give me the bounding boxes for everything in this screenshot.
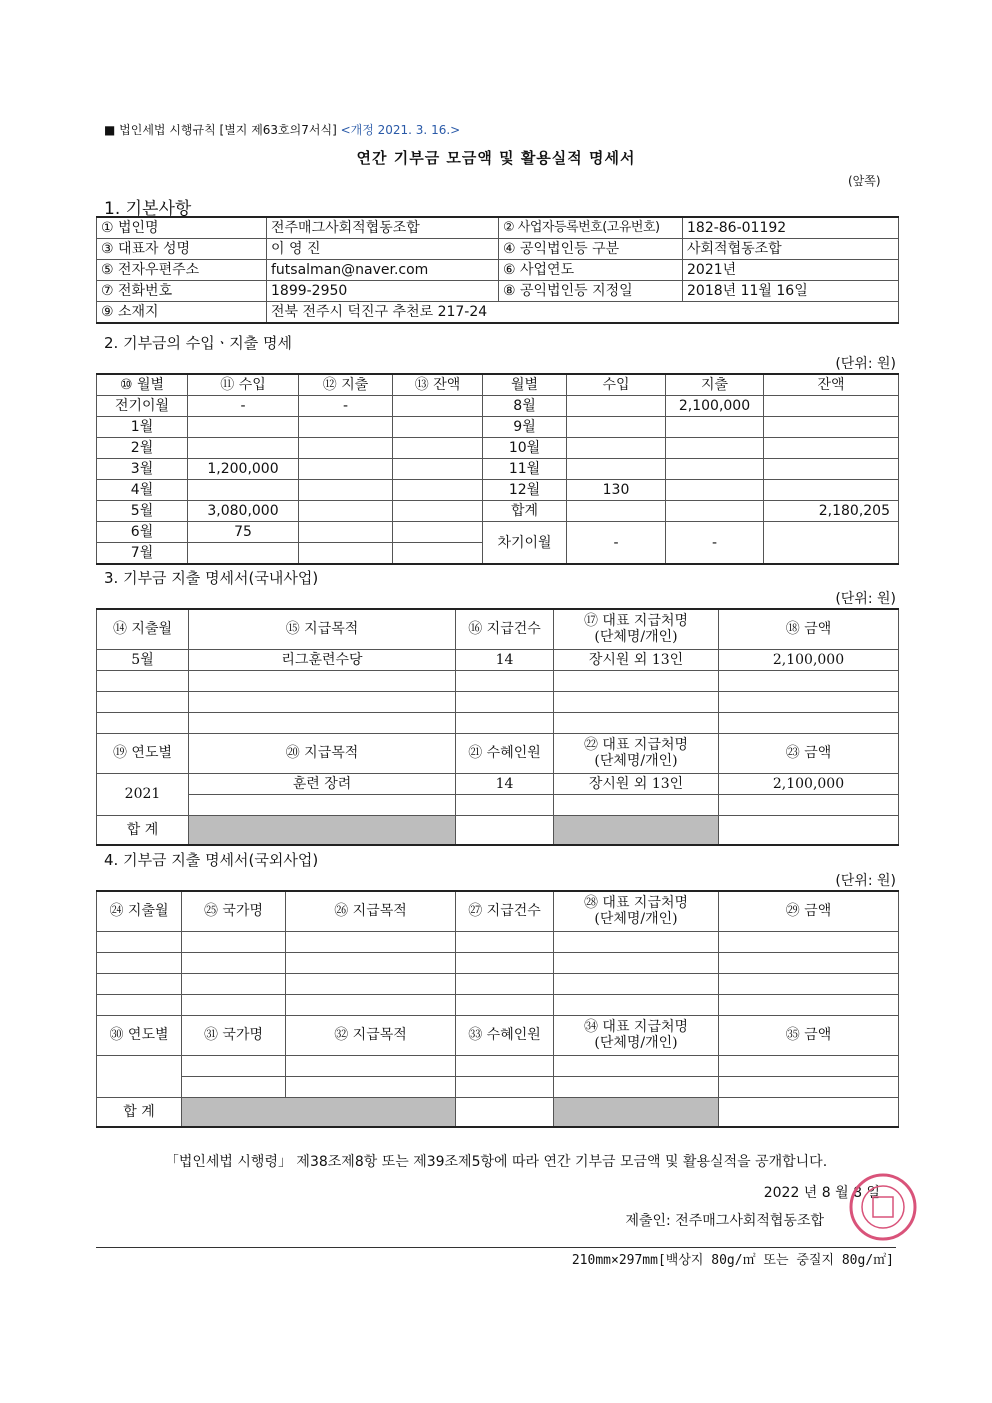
expense-cell: [666, 480, 764, 501]
balance-cell: [393, 417, 483, 438]
header-line: ㉘ 대표 지급처명: [583, 895, 689, 912]
section-2-heading: 2. 기부금의 수입ㆍ지출 명세: [104, 334, 293, 352]
header-row: [97, 609, 899, 649]
label-cell: ⑥ 사업연도: [499, 260, 683, 281]
seal-outer-ring: [851, 1175, 915, 1239]
income-cell: [188, 438, 299, 459]
month-cell: 합계: [483, 501, 567, 522]
value-cell: 전주매그사회적협동조합: [267, 217, 499, 239]
recipient-cell: [554, 712, 719, 733]
empty-cell: [554, 1055, 719, 1076]
label-cell: ⑦ 전화번호: [97, 281, 267, 302]
header-cell: ⑩ 월별: [97, 374, 188, 396]
overseas-expense-table: [96, 890, 899, 1128]
seal-stamp-icon: [848, 1172, 918, 1242]
amount-cell: [719, 691, 899, 712]
count-cell: [456, 794, 554, 815]
income-cell: -: [567, 522, 666, 565]
balance-cell: [393, 459, 483, 480]
table-row: [97, 302, 899, 324]
label-cell: ⑧ 공익법인등 지정일: [499, 281, 683, 302]
expense-cell: [666, 501, 764, 522]
income-cell: [567, 459, 666, 480]
recipient-cell: [554, 691, 719, 712]
month-cell: [97, 670, 189, 691]
total-count-cell: [456, 1097, 554, 1127]
count-cell: [456, 712, 554, 733]
basic-info-table: [96, 216, 899, 324]
empty-cell: [456, 1055, 554, 1076]
header-cell: ⑲ 연도별: [97, 733, 189, 773]
header-line: (단체명/개인): [594, 753, 678, 769]
balance-cell: [764, 459, 899, 480]
table-row: [97, 281, 899, 302]
page-title: 연간 기부금 모금액 및 활용실적 명세서: [356, 149, 636, 167]
amount-cell: 2,100,000: [719, 649, 899, 670]
balance-cell: [764, 522, 899, 565]
table-row: [97, 773, 899, 794]
value-cell: 2018년 11월 16일: [683, 281, 899, 302]
income-cell: [567, 501, 666, 522]
total-amount-cell: [719, 1097, 899, 1127]
purpose-cell: [189, 670, 456, 691]
value-cell: futsalman@naver.com: [267, 260, 499, 281]
table-row: [97, 691, 899, 712]
total-row: [97, 1097, 899, 1127]
expense-cell: [666, 438, 764, 459]
seal-inner-ring: [862, 1186, 904, 1228]
expense-cell: [299, 543, 393, 565]
paper-spec: 210mm×297mm[백상지 80g/㎡ 또는 중질지 80g/㎡]: [571, 1253, 894, 1268]
header-cell: [554, 609, 719, 649]
header-cell: 수입: [567, 374, 666, 396]
header-cell: ㉝ 수혜인원: [456, 1015, 554, 1055]
balance-cell: [764, 438, 899, 459]
value-cell: 182-86-01192: [683, 217, 899, 239]
header-line: ⑰ 대표 지급처명: [583, 613, 689, 630]
header-cell: ㉕ 국가명: [182, 891, 286, 931]
table-row: [97, 670, 899, 691]
header-cell: 월별: [483, 374, 567, 396]
header-cell: ⑱ 금액: [719, 609, 899, 649]
table-row: [97, 1055, 899, 1076]
recipient-cell: 장시원 외 13인: [554, 649, 719, 670]
total-row: [97, 815, 899, 845]
header-row: [97, 733, 899, 773]
balance-cell: [393, 501, 483, 522]
empty-cell: [286, 1076, 456, 1097]
empty-cell: [182, 952, 286, 973]
income-cell: [567, 438, 666, 459]
table-row: [97, 952, 899, 973]
expense-cell: [299, 501, 393, 522]
empty-cell: [286, 973, 456, 994]
income-cell: [188, 417, 299, 438]
header-cell: ㉛ 국가명: [182, 1015, 286, 1055]
page-side-label: (앞쪽): [848, 174, 881, 188]
address-cell: 전북 전주시 덕진구 추천로 217-24: [267, 302, 899, 324]
disclosure-notice: 「법인세법 시행령」 제38조제8항 또는 제39조제5항에 따라 연간 기부금 모금액 및 활용실적을 공개합니다.: [164, 1154, 828, 1170]
header-cell: ⑬ 잔액: [393, 374, 483, 396]
balance-cell: [764, 417, 899, 438]
table-row: [97, 217, 899, 239]
empty-cell: [182, 994, 286, 1015]
balance-cell: [764, 396, 899, 417]
header-cell: ㉙ 금액: [719, 891, 899, 931]
header-cell: ㉔ 지출월: [97, 891, 182, 931]
header-cell: [554, 891, 719, 931]
total-label: 합 계: [97, 1097, 182, 1127]
purpose-cell: [189, 691, 456, 712]
empty-cell: [286, 952, 456, 973]
empty-cell: [719, 994, 899, 1015]
table-row: [97, 712, 899, 733]
domestic-expense-table: [96, 608, 899, 846]
month-cell: [97, 691, 189, 712]
table-row: [97, 417, 899, 438]
total-amount-cell: [719, 815, 899, 845]
amount-cell: 2,100,000: [719, 773, 899, 794]
count-cell: 14: [456, 773, 554, 794]
header-line: ㉞ 대표 지급처명: [583, 1019, 689, 1035]
footer-divider: [96, 1247, 896, 1248]
table-row: [97, 239, 899, 260]
table-row: [97, 794, 899, 815]
recipient-cell: [554, 794, 719, 815]
empty-cell: [182, 1076, 286, 1097]
header-cell: ⑫ 지출: [299, 374, 393, 396]
empty-cell: [97, 931, 182, 952]
unit-label: (단위: 원): [835, 591, 896, 607]
empty-cell: [456, 931, 554, 952]
header-cell: ㉓ 금액: [719, 733, 899, 773]
table-row: [97, 260, 899, 281]
header-cell: ⑮ 지급목적: [189, 609, 456, 649]
month-cell: 6월: [97, 522, 188, 543]
value-cell: 사회적협동조합: [683, 239, 899, 260]
table-row: [97, 480, 899, 501]
shaded-cell: [189, 815, 456, 845]
balance-cell: [393, 543, 483, 565]
empty-cell: [554, 973, 719, 994]
empty-cell: [719, 1055, 899, 1076]
table-row: [97, 396, 899, 417]
empty-cell: [182, 1055, 286, 1076]
income-cell: [567, 396, 666, 417]
empty-cell: [554, 1076, 719, 1097]
header-cell: ㉟ 금액: [719, 1015, 899, 1055]
table-row: [97, 994, 899, 1015]
label-cell: ⑨ 소재지: [97, 302, 267, 324]
month-cell: 전기이월: [97, 396, 188, 417]
table-row: [97, 459, 899, 480]
balance-cell: 2,180,205: [764, 501, 899, 522]
table-row: [97, 501, 899, 522]
month-cell: 9월: [483, 417, 567, 438]
empty-cell: [182, 973, 286, 994]
recipient-cell: 장시원 외 13인: [554, 773, 719, 794]
header-cell: 지출: [666, 374, 764, 396]
income-cell: [188, 480, 299, 501]
month-cell: 1월: [97, 417, 188, 438]
empty-cell: [286, 931, 456, 952]
header-line: (단체명/개인): [594, 629, 678, 646]
income-cell: -: [188, 396, 299, 417]
empty-cell: [97, 994, 182, 1015]
header-cell: 잔액: [764, 374, 899, 396]
table-row: [97, 973, 899, 994]
shaded-cell: [554, 1097, 719, 1127]
empty-cell: [456, 1076, 554, 1097]
empty-cell: [182, 931, 286, 952]
header-cell: [554, 1015, 719, 1055]
empty-cell: [719, 1076, 899, 1097]
header-cell: ⑪ 수입: [188, 374, 299, 396]
empty-cell: [456, 994, 554, 1015]
header-cell: ㉖ 지급목적: [286, 891, 456, 931]
amount-cell: [719, 670, 899, 691]
month-cell: 8월: [483, 396, 567, 417]
income-cell: 130: [567, 480, 666, 501]
label-cell: ⑤ 전자우편주소: [97, 260, 267, 281]
value-cell: 2021년: [683, 260, 899, 281]
balance-cell: [764, 480, 899, 501]
label-cell: ② 사업자등록번호(고유번호): [499, 217, 683, 239]
total-count-cell: [456, 815, 554, 845]
header-cell: ㉗ 지급건수: [456, 891, 554, 931]
header-line: (단체명/개인): [594, 911, 678, 928]
expense-cell: [299, 438, 393, 459]
empty-cell: [554, 931, 719, 952]
value-cell: 1899-2950: [267, 281, 499, 302]
section-1-heading: 1. 기본사항: [104, 199, 192, 219]
empty-cell: [456, 973, 554, 994]
table-row: [97, 1076, 899, 1097]
header-cell: ㉑ 수혜인원: [456, 733, 554, 773]
table-row: [97, 931, 899, 952]
value-cell: 이 영 진: [267, 239, 499, 260]
income-cell: 75: [188, 522, 299, 543]
purpose-cell: 리그훈련수당: [189, 649, 456, 670]
income-cell: [188, 543, 299, 565]
empty-cell: [719, 952, 899, 973]
revision-text: <개정 2021. 3. 16.>: [340, 123, 461, 137]
header-row: [97, 891, 899, 931]
empty-cell: [719, 973, 899, 994]
header-cell: [554, 733, 719, 773]
empty-cell: [719, 931, 899, 952]
recipient-cell: [554, 670, 719, 691]
empty-cell: [286, 994, 456, 1015]
expense-cell: -: [666, 522, 764, 565]
empty-cell: [286, 1055, 456, 1076]
header-cell: ㉚ 연도별: [97, 1015, 182, 1055]
empty-cell: [97, 952, 182, 973]
balance-cell: [393, 522, 483, 543]
expense-cell: [299, 417, 393, 438]
income-cell: 1,200,000: [188, 459, 299, 480]
month-cell: 11월: [483, 459, 567, 480]
amount-cell: [719, 794, 899, 815]
unit-label: (단위: 원): [835, 356, 896, 372]
purpose-cell: [189, 794, 456, 815]
month-cell: 4월: [97, 480, 188, 501]
header-line: (단체명/개인): [594, 1035, 678, 1051]
empty-cell: [456, 952, 554, 973]
label-cell: ③ 대표자 성명: [97, 239, 267, 260]
section-4-heading: 4. 기부금 지출 명세서(국외사업): [104, 851, 319, 869]
income-cell: 3,080,000: [188, 501, 299, 522]
section-3-heading: 3. 기부금 지출 명세서(국내사업): [104, 569, 319, 587]
amount-cell: [719, 712, 899, 733]
header-cell: ⑭ 지출월: [97, 609, 189, 649]
empty-cell: [554, 952, 719, 973]
expense-cell: -: [299, 396, 393, 417]
label-cell: ① 법인명: [97, 217, 267, 239]
submitter: 제출인: 전주매그사회적협동조합: [625, 1213, 824, 1229]
purpose-cell: 훈련 장려: [189, 773, 456, 794]
empty-cell: [97, 973, 182, 994]
table-row: [97, 522, 899, 543]
table-row: [97, 438, 899, 459]
month-cell: 5월: [97, 501, 188, 522]
unit-label: (단위: 원): [835, 873, 896, 889]
shaded-cell: [182, 1097, 456, 1127]
header-row: [97, 1015, 899, 1055]
year-cell: 2021: [97, 773, 189, 815]
month-cell: 10월: [483, 438, 567, 459]
label-cell: ④ 공익법인등 구분: [499, 239, 683, 260]
month-cell: 2월: [97, 438, 188, 459]
seal-core-mark: [873, 1197, 893, 1217]
month-cell: 5월: [97, 649, 189, 670]
total-label: 합 계: [97, 815, 189, 845]
header-line: ㉒ 대표 지급처명: [583, 737, 689, 753]
count-cell: 14: [456, 649, 554, 670]
expense-cell: [666, 417, 764, 438]
header-cell: ⑳ 지급목적: [189, 733, 456, 773]
header-cell: ⑯ 지급건수: [456, 609, 554, 649]
month-cell: 3월: [97, 459, 188, 480]
month-cell: [97, 712, 189, 733]
income-cell: [567, 417, 666, 438]
expense-cell: [299, 459, 393, 480]
header-cell: ㉜ 지급목적: [286, 1015, 456, 1055]
balance-cell: [393, 438, 483, 459]
month-cell: 7월: [97, 543, 188, 565]
month-cell: 차기이월: [483, 522, 567, 565]
table-row: [97, 649, 899, 670]
expense-cell: 2,100,000: [666, 396, 764, 417]
balance-cell: [393, 396, 483, 417]
expense-cell: [299, 522, 393, 543]
shaded-cell: [554, 815, 719, 845]
year-cell: [97, 1055, 182, 1097]
count-cell: [456, 691, 554, 712]
form-ref-text: ■ 법인세법 시행규칙 [별지 제63호의7서식]: [104, 123, 337, 137]
empty-cell: [554, 994, 719, 1015]
header-row: [97, 374, 899, 396]
balance-cell: [393, 480, 483, 501]
form-reference: [104, 121, 460, 138]
month-cell: 12월: [483, 480, 567, 501]
expense-cell: [666, 459, 764, 480]
income-expense-table: [96, 373, 899, 565]
submission-date: 2022 년 8 월 8 일: [763, 1185, 880, 1201]
purpose-cell: [189, 712, 456, 733]
count-cell: [456, 670, 554, 691]
expense-cell: [299, 480, 393, 501]
